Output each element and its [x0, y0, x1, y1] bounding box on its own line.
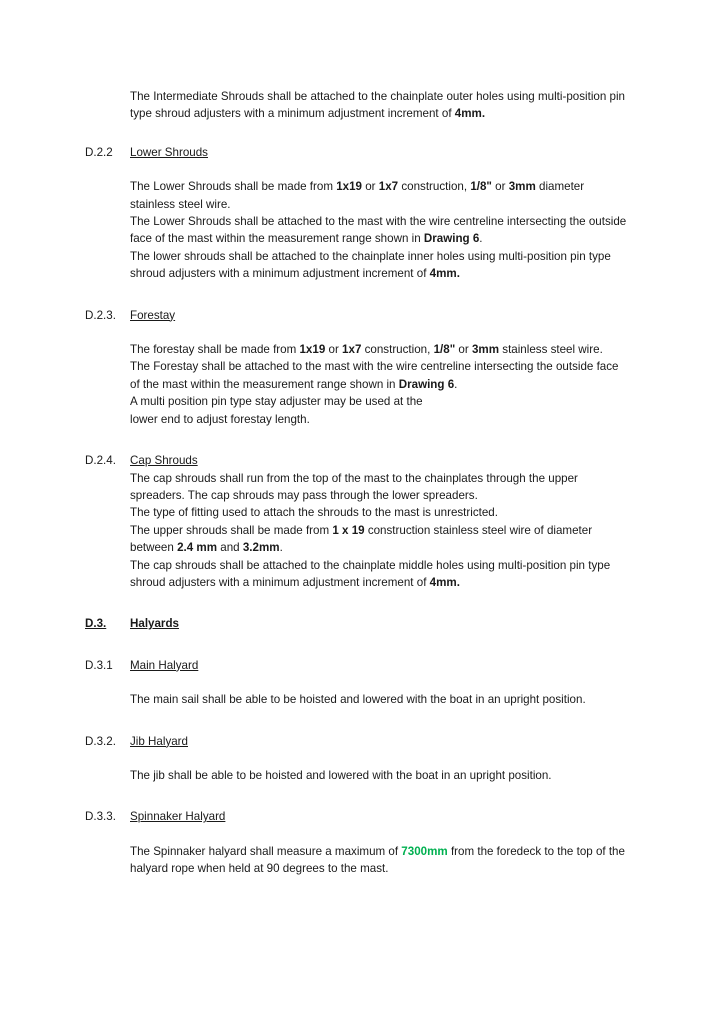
- text-run: or: [491, 180, 509, 194]
- text-run: or: [325, 343, 343, 357]
- section-paragraph: [130, 522, 627, 557]
- section-spacer: [85, 428, 627, 452]
- section-heading-forestay: [85, 307, 627, 324]
- text-run: The lower shrouds shall be attached to the chainplate inner holes using multi-position pin type shroud adjusters with a minimum adjustment increment of: [130, 249, 611, 281]
- text-run: stainless steel wire.: [499, 343, 603, 357]
- text-run: A multi position pin type stay adjuster may be used at the: [130, 395, 423, 409]
- heading-body-spacer: [85, 161, 627, 178]
- heading-body-spacer: [85, 826, 627, 843]
- text-run: Drawing 6: [398, 377, 455, 391]
- text-run: The jib shall be able to be hoisted and lowered with the boat in an upright position.: [130, 768, 552, 782]
- text-run: The Spinnaker halyard shall measure a maximum of: [130, 844, 402, 858]
- section-title: Forestay: [130, 308, 176, 322]
- measurement-value: 7300mm: [401, 844, 448, 858]
- section-number: D.2.3.: [85, 308, 116, 322]
- text-run: 3mm: [508, 180, 536, 194]
- text-run: .: [479, 232, 483, 246]
- heading-body-spacer: [85, 750, 627, 767]
- section-title: Lower Shrouds: [130, 145, 208, 159]
- text-run: or: [455, 343, 472, 357]
- text-run: The forestay shall be made from: [130, 343, 300, 357]
- text-run: 3mm: [471, 343, 500, 357]
- section-heading-halyards: [85, 615, 627, 632]
- heading-body-spacer: [85, 674, 627, 691]
- section-paragraph: [130, 358, 627, 393]
- section-paragraph: [130, 393, 627, 410]
- section-spacer: [85, 283, 627, 307]
- section-number: D.2.4.: [85, 454, 116, 468]
- section-paragraph: [130, 178, 627, 213]
- text-run: construction stainless steel wire of diameter between: [130, 523, 593, 555]
- text-run: 4mm.: [429, 267, 460, 281]
- section-paragraph: [130, 691, 627, 708]
- section-number: D.3.1: [85, 658, 113, 672]
- section-title: Jib Halyard: [130, 734, 188, 748]
- intro-line-2: multi-position pin type shroud adjusters with a minimum adjustment increment of: [130, 90, 625, 121]
- section-number: D.3.: [85, 617, 107, 631]
- intro-paragraph: [130, 88, 627, 123]
- text-run: The upper shrouds shall be made from: [130, 523, 333, 537]
- heading-body-spacer: [85, 324, 627, 341]
- text-run: from the foredeck to the top of the halyard rope when held at 90 degrees to the mast.: [130, 844, 625, 876]
- text-run: The cap shrouds shall be attached to the chainplate middle holes using multi-position pin type shroud adjusters with a minimum adjustment increment of: [130, 558, 611, 589]
- section-spacer: [85, 784, 627, 808]
- text-run: .: [454, 377, 458, 391]
- section-paragraph: [130, 341, 627, 358]
- section-spacer: [85, 591, 627, 615]
- section-spacer: [85, 633, 627, 657]
- section-paragraph: [130, 213, 627, 248]
- section-paragraph: [130, 470, 627, 505]
- text-run: Drawing 6: [423, 232, 480, 246]
- section-paragraph: [130, 504, 627, 521]
- text-run: or: [362, 180, 379, 194]
- section-paragraph: [130, 843, 627, 878]
- text-run: The Lower Shrouds shall be made from: [130, 180, 337, 194]
- section-heading-jib-halyard: [85, 733, 627, 750]
- section-heading-main-halyard: [85, 657, 627, 674]
- text-run: 4mm.: [429, 575, 460, 589]
- section-heading-spinnaker-halyard: [85, 808, 627, 825]
- section-number: D.2.2: [85, 145, 113, 159]
- text-run: 1x19: [299, 343, 326, 357]
- text-run: The Forestay shall be attached to the mast with the wire centreline intersecting the outside face of the mast within the measurement range shown in: [130, 360, 619, 391]
- section-number: D.3.2.: [85, 734, 116, 748]
- text-run: The type of fitting used to attach the shrouds to the mast is unrestricted.: [130, 506, 498, 520]
- text-run: The Lower Shrouds shall be attached to the mast with the wire centreline intersecting the outside face of the mast within the measurement range shown in: [130, 215, 627, 246]
- section-paragraph: [130, 767, 627, 784]
- text-run: .: [279, 541, 283, 555]
- text-run: 1/8": [433, 343, 456, 357]
- section-spacer: [85, 709, 627, 733]
- section-title: Main Halyard: [130, 658, 199, 672]
- text-run: The main sail shall be able to be hoisted and lowered with the boat in an upright position.: [130, 693, 586, 707]
- intro-line-3-value: 4mm.: [454, 107, 486, 121]
- section-title: Halyards: [130, 617, 179, 631]
- section-number: D.3.3.: [85, 810, 116, 824]
- text-run: The cap shrouds shall run from the top of the mast to the chainplates through the upper spreaders. The cap shrouds may pass through the lower spreaders.: [130, 471, 578, 502]
- section-title: Spinnaker Halyard: [130, 810, 226, 824]
- text-run: 2.4 mm: [177, 541, 218, 555]
- text-run: construction,: [398, 180, 471, 194]
- text-run: 3.2mm: [242, 541, 280, 555]
- section-heading-cap-shrouds: [85, 452, 627, 469]
- text-run: lower end to adjust forestay length.: [130, 412, 310, 426]
- text-run: construction,: [361, 343, 434, 357]
- section-heading-lower-shrouds: [85, 144, 627, 161]
- section-paragraph: [130, 248, 627, 283]
- text-run: and: [217, 541, 243, 555]
- text-run: 1 x 19: [332, 523, 365, 537]
- text-run: 1x7: [378, 180, 399, 194]
- text-run: 1x19: [336, 180, 363, 194]
- section-spacer: [85, 123, 627, 144]
- section-paragraph: [130, 411, 627, 428]
- intro-line-1: The Intermediate Shrouds shall be attached to the chainplate outer holes using: [130, 90, 535, 103]
- sections-container: [85, 123, 627, 878]
- text-run: diameter stainless steel wire.: [130, 180, 585, 211]
- text-run: 1x7: [342, 343, 362, 357]
- document-body: [85, 88, 627, 878]
- section-title: Cap Shrouds: [130, 454, 198, 468]
- section-paragraph: [130, 557, 627, 592]
- text-run: 1/8": [470, 180, 492, 194]
